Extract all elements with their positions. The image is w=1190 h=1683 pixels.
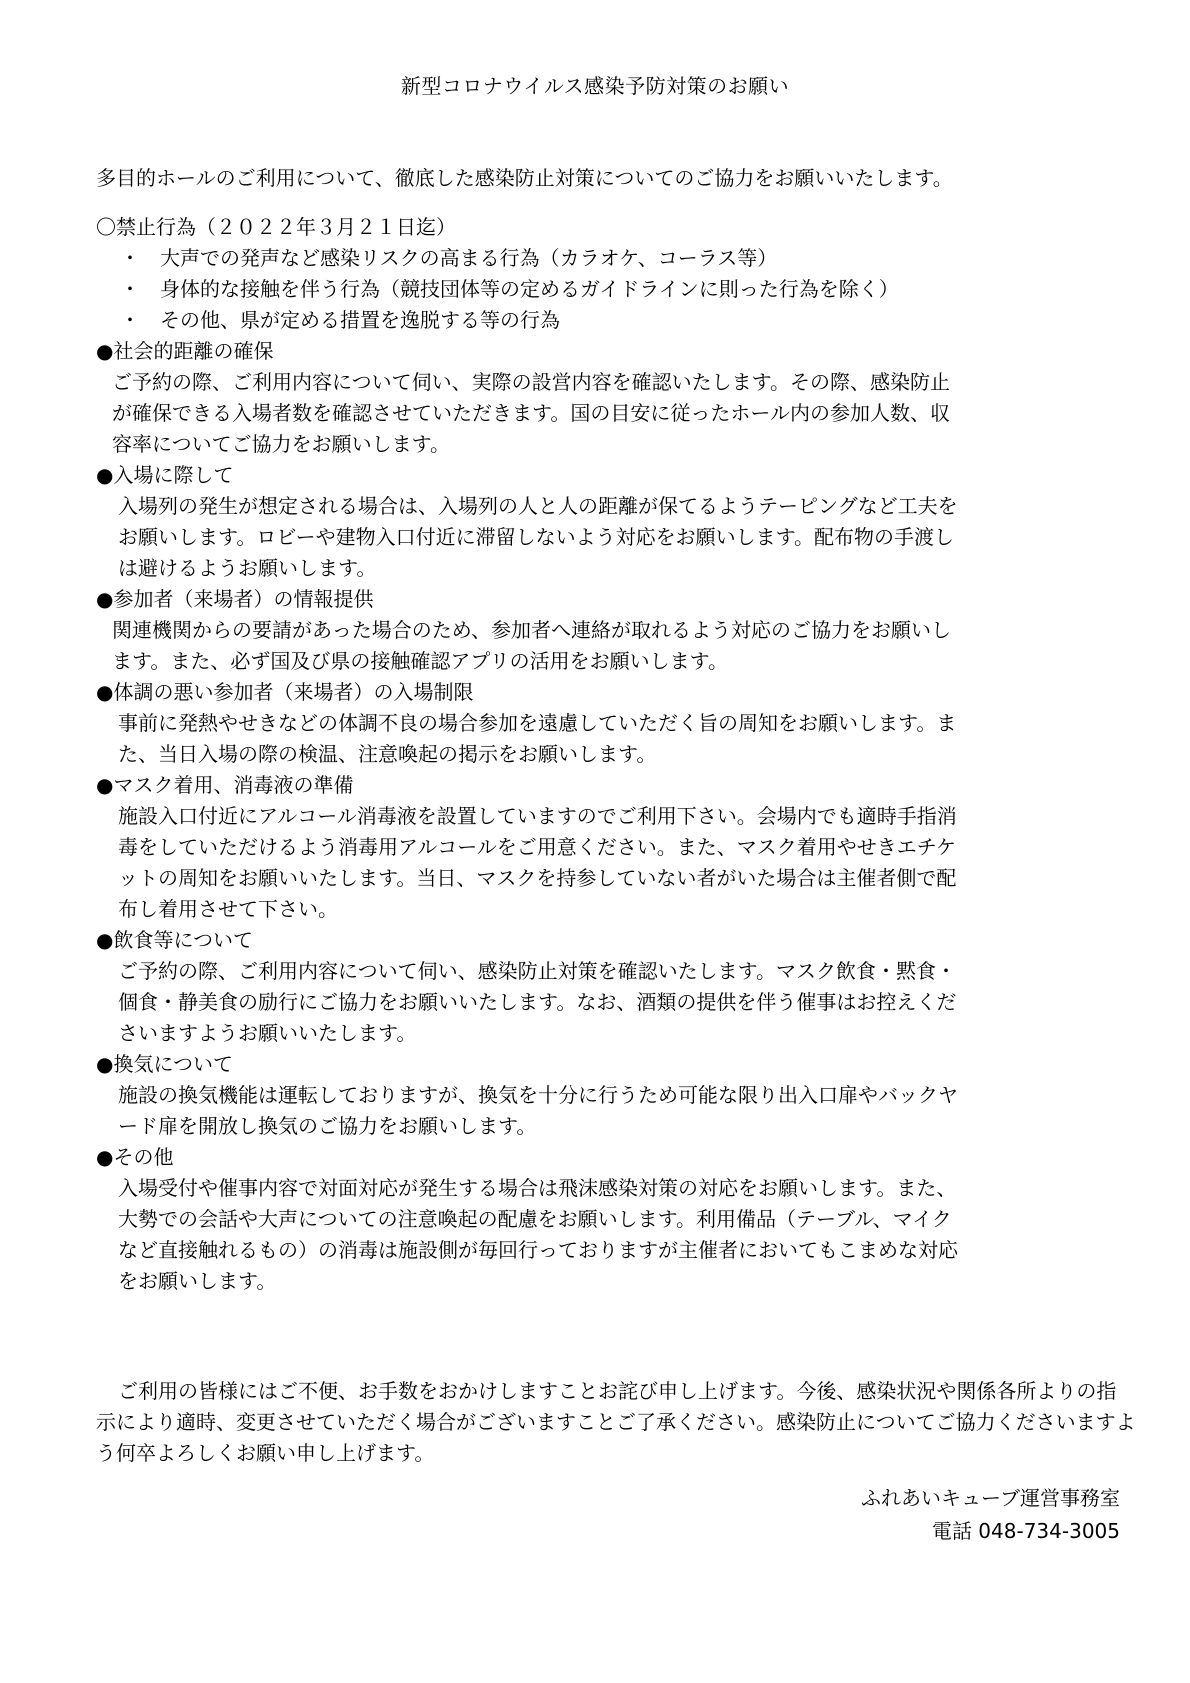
section-line: お願いします。ロビーや建物入口付近に滞留しないよう対応をお願いします。配布物の手渡し [118,525,954,549]
section-mask-disinfectant [96,770,1136,925]
closing-paragraph: ご利用の皆様にはご不便、お手数をおかけしますことお詫び申し上げます。今後、感染状況や関係各所よりの指示により適時、変更させていただく場合がございますことご了承ください。感染防止についてご協力くださいますよう何卒よろしくお願い申し上げます。 [96,1379,1136,1465]
section-line: は避けるようお願いします。 [118,556,377,580]
section-line: 施設の換気機能は運転しておりますが、換気を十分に行うため可能な限り出入口扉やバックヤ [118,1083,958,1107]
section-social-distance [96,336,1136,460]
section-heading: ●体調の悪い参加者（来場者）の入場制限 [96,680,474,704]
section-line: ます。また、必ず国及び県の接触確認アプリの活用をお願いします。 [112,649,728,673]
bullet-mark: ・ [120,246,140,270]
section-ventilation [96,1049,1136,1142]
section-line: さいますようお願いいたします。 [118,1021,417,1045]
section-line: が確保できる入場者数を確認させていただきます。国の目安に従ったホール内の参加人数、収 [112,401,950,425]
section-line: 大勢での会話や大声についての注意喚起の配慮をお願いします。利用備品（テーブル、マイク [118,1207,952,1231]
section-line: 容率についてご協力をお願いします。 [112,432,450,456]
section-line: 毒をしていただけるよう消毒用アルコールをご用意ください。また、マスク着用やせきエチケ [118,835,956,859]
section-line: ご予約の際、ご利用内容について伺い、実際の設営内容を確認いたします。その際、感染防止 [112,370,950,394]
section-line: など直接触れるもの）の消毒は施設側が毎回行っておりますが主催者においてもこまめな対応 [118,1238,958,1262]
section-line: 入場受付や催事内容で対面対応が発生する場合は飛沫感染対策の対応をお願いします。また、 [118,1176,957,1200]
signature-phone: 電話 048-734-3005 [931,1519,1120,1543]
section-line: 入場列の発生が想定される場合は、入場列の人と人の距離が保てるようテーピングなど工夫を [118,494,958,518]
section-food [96,925,1136,1049]
section-other [96,1142,1136,1297]
section-entry [96,460,1136,584]
section-line: ットの周知をお願いいたします。当日、マスクを持参していない者がいた場合は主催者側で配 [118,866,957,890]
bullet-mark: ・ [120,308,140,332]
signature-office: ふれあいキューブ運営事務室 [861,1486,1120,1510]
section-heading: ●参加者（来場者）の情報提供 [96,587,374,611]
section-line: をお願いします。 [118,1269,277,1293]
prohibited-heading: 〇禁止行為（２０２２年３月２１日迄） [96,215,456,239]
section-heading: ●飲食等について [96,928,254,952]
section-line: た、当日入場の際の検温、注意喚起の掲示をお願いします。 [118,742,657,766]
bullet-mark: ・ [120,277,140,301]
prohibited-item-text: 大声での発声など感染リスクの高まる行為（カラオケ、コーラス等） [160,246,778,270]
intro-paragraph: 多目的ホールのご利用について、徹底した感染防止対策についてのご協力をお願いいたします。 [96,166,953,190]
section-heading: ●社会的距離の確保 [96,339,274,363]
section-heading: ●マスク着用、消毒液の準備 [96,773,354,797]
page-title: 新型コロナウイルス感染予防対策のお願い [400,74,790,98]
section-heading: ●換気について [96,1052,234,1076]
section-line: 施設入口付近にアルコール消毒液を設置していますのでご利用下さい。会場内でも適時手指消 [118,804,957,828]
section-line: 関連機関からの要請があった場合のため、参加者へ連絡が取れるよう対応のご協力をお願いし [112,618,951,642]
section-line: ード扉を開放し換気のご協力をお願いします。 [118,1114,537,1138]
prohibited-item [96,305,1136,336]
prohibited-item [96,243,1136,274]
section-line: 個食・静美食の励行にご協力をお願いいたします。なお、酒類の提供を伴う催事はお控えくだ [118,990,957,1014]
prohibited-section [96,212,1136,336]
section-line: 事前に発熱やせきなどの体調不良の場合参加を遠慮していただく旨の周知をお願いします。ま [118,711,957,735]
section-line: ご予約の際、ご利用内容について伺い、感染防止対策を確認いたします。マスク飲食・黙食・ [118,959,956,983]
section-health-restriction [96,677,1136,770]
section-heading: ●入場に際して [96,463,234,487]
section-heading: ●その他 [96,1145,174,1169]
section-line: 布し着用させて下さい。 [118,897,338,921]
prohibited-item-text: その他、県が定める措置を逸脱する等の行為 [160,308,560,332]
section-participant-info [96,584,1136,677]
prohibited-item-text: 身体的な接触を伴う行為（競技団体等の定めるガイドラインに則った行為を除く） [160,277,899,301]
prohibited-item [96,274,1136,305]
